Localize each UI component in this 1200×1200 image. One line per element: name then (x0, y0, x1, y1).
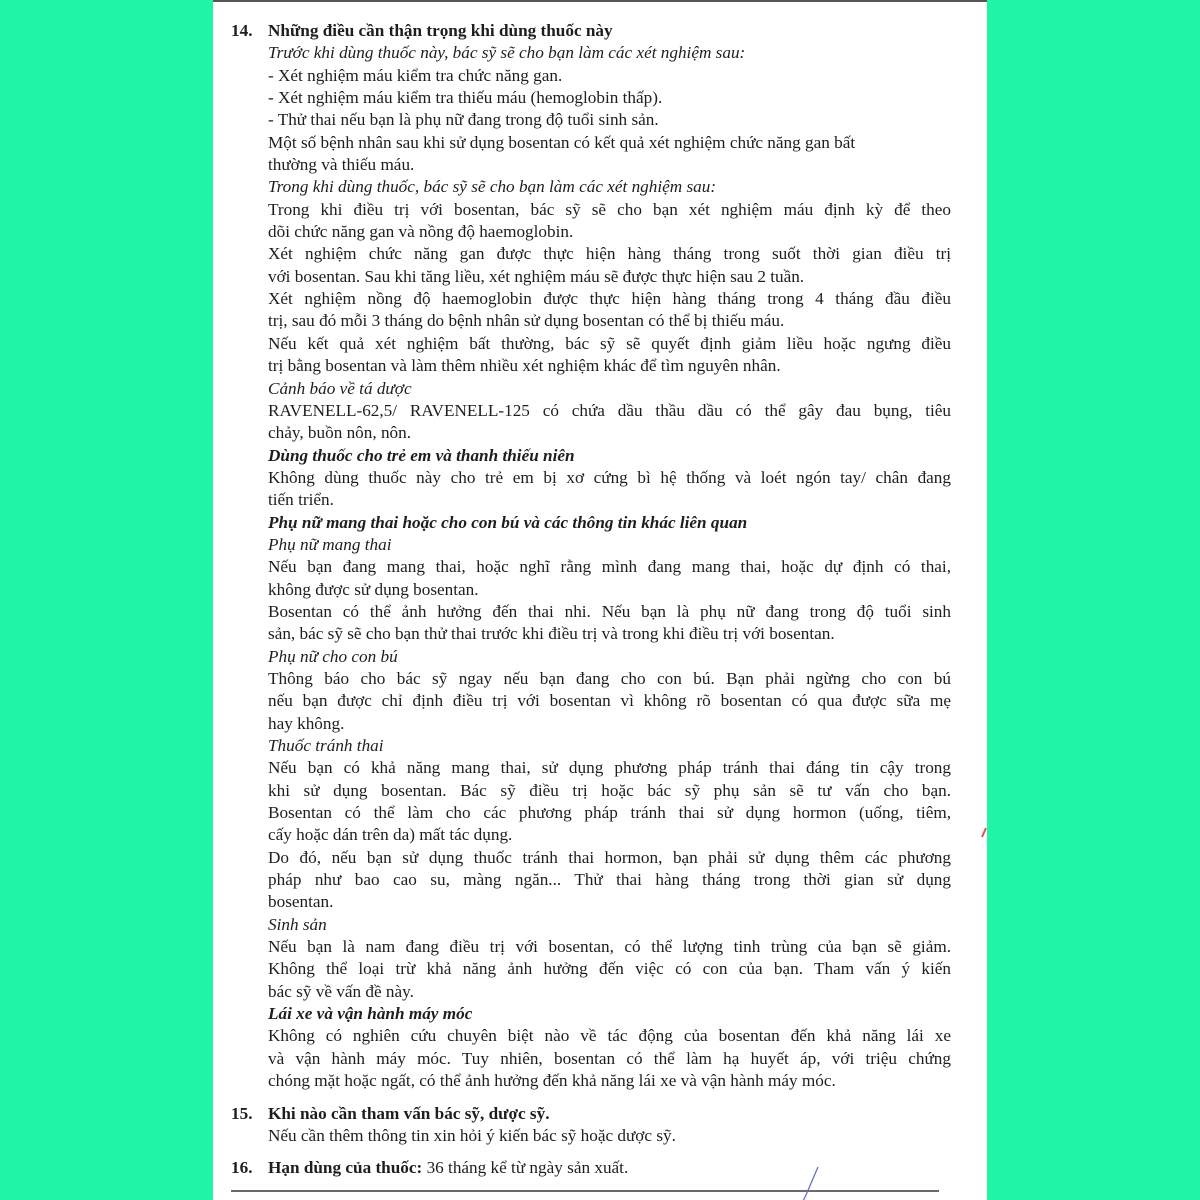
bottom-rule-divider (231, 1190, 939, 1192)
paragraph-line: Nếu kết quả xét nghiệm bất thường, bác sỹ sẽ quyết định giảm liều hoặc ngưng điều (268, 333, 951, 353)
paragraph-line: Xét nghiệm nồng độ haemoglobin được thực hiện hàng tháng trong 4 tháng đầu điều (268, 289, 951, 309)
list-item: - Xét nghiệm máu kiểm tra chức năng gan. (268, 65, 563, 85)
spacer (231, 1147, 951, 1157)
subheading-excipient: Cảnh báo về tá dược (268, 378, 412, 398)
paragraph-line: pháp như bao cao su, màng ngăn... Thử thai hàng tháng trong thời gian sử dụng (268, 870, 951, 890)
section-16-heading (231, 1157, 951, 1179)
paragraph-line: Nếu bạn đang mang thai, hoặc nghĩ rằng mình đang mang thai, hoặc dự định có thai, (268, 557, 951, 577)
subheading-driving: Lái xe và vận hành máy móc (268, 1004, 473, 1024)
paragraph-line: và vận hành máy móc. Tuy nhiên, bosentan có thể làm hạ huyết áp, với triệu chứng (268, 1048, 951, 1068)
subheading-women: Phụ nữ mang thai hoặc cho con bú và các thông tin khác liên quan (268, 512, 748, 532)
section-title: Những điều cần thận trọng khi dùng thuốc này (268, 21, 613, 40)
spacer (231, 1093, 951, 1103)
paragraph-line: Không thể loại trừ khả năng ảnh hưởng đến việc có con của bạn. Tham vấn ý kiến (268, 959, 951, 979)
subheading-breastfeeding: Phụ nữ cho con bú (268, 646, 398, 666)
subheading-pregnant: Phụ nữ mang thai (268, 534, 392, 554)
paragraph-line: cấy hoặc dán trên da) mất tác dụng. (268, 825, 513, 845)
paragraph-line: dõi chức năng gan và nồng độ haemoglobin. (268, 222, 574, 242)
section-title: Khi nào cần tham vấn bác sỹ, dược sỹ. (268, 1103, 550, 1123)
red-pen-mark-icon (980, 827, 987, 839)
paragraph-line: thường và thiếu máu. (268, 155, 415, 175)
paragraph-line: Trong khi điều trị với bosentan, bác sỹ sẽ cho bạn xét nghiệm máu định kỳ để theo (268, 199, 951, 219)
paragraph-line: Thông báo cho bác sỹ ngay nếu bạn đang cho con bú. Bạn phải ngừng cho con bú (268, 668, 951, 688)
paragraph-line: trị bằng bosentan và làm thêm nhiều xét nghiệm khác để tìm nguyên nhân. (268, 356, 781, 376)
paragraph-line: với bosentan. Sau khi tăng liều, xét nghiệm máu sẽ được thực hiện sau 2 tuần. (268, 266, 805, 286)
subheading-children: Dùng thuốc cho trẻ em và thanh thiếu niên (268, 445, 575, 465)
signature-stroke-icon (788, 1165, 828, 1200)
paragraph-line: sản, bác sỹ sẽ cho bạn thử thai trước khi điều trị và trong khi điều trị với bosentan. (268, 624, 835, 644)
section-title: Hạn dùng của thuốc: (268, 1158, 423, 1178)
paragraph-line: Bosentan có thể làm cho các phương pháp tránh thai sử dụng hormon (uống, tiêm, (268, 803, 951, 823)
section-number: 14. (231, 21, 253, 40)
paragraph-line: tiến triển. (268, 490, 334, 510)
paragraph-line: trị, sau đó mỗi 3 tháng do bệnh nhân sử dụng bosentan có thể bị thiếu máu. (268, 311, 785, 331)
paragraph-line: chảy, buồn nôn, nôn. (268, 423, 412, 443)
subheading-fertility: Sinh sản (268, 914, 327, 934)
section-15-body (231, 1125, 951, 1147)
paragraph-line: Bosentan có thể ảnh hưởng đến thai nhi. Nếu bạn là phụ nữ đang trong độ tuổi sinh (268, 601, 951, 621)
paragraph-line: Do đó, nếu bạn sử dụng thuốc tránh thai hormon, bạn phải sử dụng thêm các phương (268, 847, 951, 867)
paragraph-line: Một số bệnh nhân sau khi sử dụng bosentan có kết quả xét nghiệm chức năng gan bất (268, 132, 856, 152)
subheading-contraceptive: Thuốc tránh thai (268, 736, 384, 755)
paragraph-line: hay không. (268, 713, 345, 733)
list-item: - Thử thai nếu bạn là phụ nữ đang trong độ tuổi sinh sản. (268, 110, 659, 130)
paragraph-line: khi sử dụng bosentan. Bác sỹ điều trị hoặc bác sỹ phụ sản sẽ tư vấn cho bạn. (268, 780, 951, 800)
section-number: 15. (231, 1103, 253, 1123)
paragraph-line: Xét nghiệm chức năng gan được thực hiện hàng tháng trong suốt thời gian điều trị (268, 244, 951, 264)
list-item: - Xét nghiệm máu kiểm tra thiếu máu (hemoglobin thấp). (268, 88, 663, 108)
paragraph-line: nếu bạn được chỉ định điều trị với bosentan vì không rõ bosentan có qua được sữa mẹ (268, 691, 951, 711)
document-page (213, 0, 987, 1200)
paragraph-line: bosentan. (268, 892, 334, 912)
section-14-body (231, 42, 951, 1092)
paragraph-line: bác sỹ về vấn đề này. (268, 981, 414, 1001)
paragraph-line: Nếu bạn là nam đang điều trị với bosentan, có thể lượng tinh trùng của bạn sẽ giảm. (268, 937, 951, 957)
paragraph-line: RAVENELL-62,5/ RAVENELL-125 có chứa dầu thầu dầu có thể gây đau bụng, tiêu (268, 400, 951, 420)
subheading-before: Trước khi dùng thuốc này, bác sỹ sẽ cho bạn làm các xét nghiệm sau: (268, 43, 746, 63)
paragraph-line: Không có nghiên cứu chuyên biệt nào về tác động của bosentan đến khả năng lái xe (268, 1026, 951, 1046)
paragraph-line: không được sử dụng bosentan. (268, 579, 479, 599)
paragraph-line: Nếu cần thêm thông tin xin hỏi ý kiến bác sỹ hoặc dược sỹ. (268, 1125, 676, 1145)
section-15-heading (231, 1103, 951, 1125)
section-16-text: 36 tháng kể từ ngày sản xuất. (422, 1158, 629, 1178)
paragraph-line: chóng mặt hoặc ngất, có thể ảnh hưởng đến khả năng lái xe và vận hành máy móc. (268, 1071, 836, 1091)
document-content (231, 20, 951, 1180)
section-number: 16. (231, 1158, 253, 1178)
paragraph-line: Không dùng thuốc này cho trẻ em bị xơ cứng bì hệ thống và loét ngón tay/ chân đang (268, 467, 951, 487)
paragraph-line: Nếu bạn có khả năng mang thai, sử dụng phương pháp tránh thai đáng tin cậy trong (268, 758, 951, 778)
section-14-heading (231, 20, 951, 42)
subheading-during: Trong khi dùng thuốc, bác sỹ sẽ cho bạn làm các xét nghiệm sau: (268, 177, 717, 197)
